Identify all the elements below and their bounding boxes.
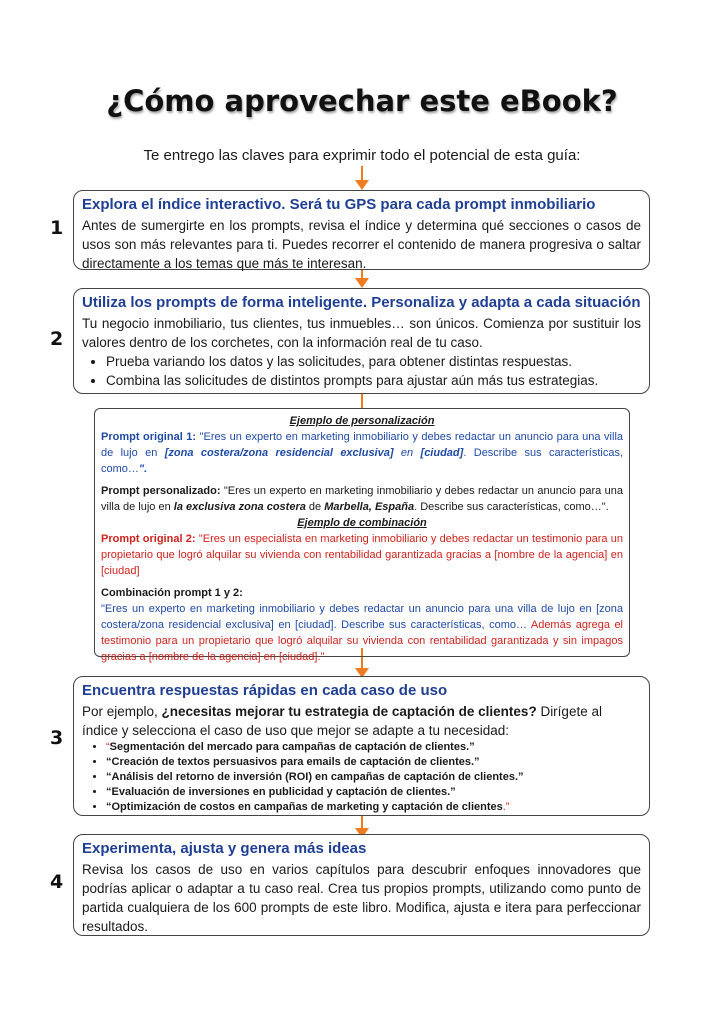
example-heading-personalization: Ejemplo de personalización — [289, 415, 435, 427]
step-body-3: Por ejemplo, ¿necesitas mejorar tu estrategia de captación de clientes? Dirígete al índice y selecciona el caso de uso que mejor se adapte a tu necesidad: — [82, 704, 602, 738]
page-title: ¿Cómo aprovechar este eBook? — [106, 84, 618, 118]
step-box-1 — [73, 190, 650, 270]
step-body-2: Tu negocio inmobiliario, tus clientes, tus inmuebles… son únicos. Comienza por sustituir los valores dentro de los corchetes, con la información real de tu caso. — [82, 316, 641, 350]
prompt-combination-label: Combinación prompt 1 y 2: — [101, 587, 243, 599]
step-box-3 — [73, 676, 650, 816]
example-heading-combination: Ejemplo de combinación — [297, 517, 427, 529]
step-body-4: Revisa los casos de uso en varios capítulos para descubrir enfoques innovadores que podrías aplicar o adaptar a tu caso real. Crea tus propios prompts, utilizando como punto de partida cualquiera de los 600 prompts de este libro. Modifica, ajusta e itera para perfeccionar resultados. — [82, 862, 641, 934]
step-heading-2: Utiliza los prompts de forma inteligente. Personaliza y adapta a cada situación — [82, 294, 641, 311]
step-number-3: 3 — [50, 727, 64, 749]
arrow-down-icon — [361, 166, 363, 188]
prompt-combination: "Eres un experto en marketing inmobiliario y debes redactar un anuncio para una villa de lujo en [zona costera/zona residencial exclusiva] en [ciudad]. Describe sus características, como… Además agrega el testimonio para un propietario que logró alquilar su vivienda con rentabilidad garantizada y sin impagos gracias a [nombre de la agencia] en [ciudad]." — [101, 603, 624, 663]
list-item: • “Evaluación de inversiones en publicidad y captación de clientes.” — [106, 785, 641, 800]
step-number-2: 2 — [50, 328, 64, 350]
prompt-personalized: Prompt personalizado: "Eres un experto en marketing inmobiliario y debes redactar un anuncio para una villa de lujo en la exclusiva zona costera de Marbella, España. Describe sus características, como…". — [101, 485, 623, 513]
step-body-1: Antes de sumergirte en los prompts, revisa el índice y determina qué secciones o casos de usos son más relevantes para ti. Puedes recorrer el contenido de manera progresiva o saltar directamente a los temas que más te interesan. — [82, 218, 641, 271]
list-item: • Combina las solicitudes de distintos prompts para ajustar aún más tus estrategias. — [106, 371, 641, 390]
prompt-original-2: Prompt original 2: "Eres un especialista en marketing inmobiliario y debes redactar un testimonio para un propietario que logró alquilar su vivienda con rentabilidad garantizada gracias a [nombre de la agencia] en [ciudad] — [101, 533, 623, 577]
step-heading-4: Experimenta, ajusta y genera más ideas — [82, 840, 367, 857]
list-item: • “Creación de textos persuasivos para emails de captación de clientes.” — [106, 755, 641, 770]
step-box-2 — [73, 288, 650, 394]
step-number-4: 4 — [50, 871, 64, 893]
example-box — [94, 408, 630, 663]
step-box-4 — [73, 834, 650, 936]
list-item: • “Segmentación del mercado para campañas de captación de clientes.” — [106, 740, 641, 755]
step-heading-3: Encuentra respuestas rápidas en cada caso de uso — [82, 682, 448, 699]
step-bullets-2 — [82, 352, 641, 390]
list-item: • “Optimización de costos en campañas de marketing y captación de clientes.” — [106, 800, 641, 815]
list-item: • Prueba variando los datos y las solicitudes, para obtener distintas respuestas. — [106, 352, 641, 371]
step-number-1: 1 — [50, 217, 64, 239]
step-heading-1: Explora el índice interactivo. Será tu GPS para cada prompt inmobiliario — [82, 196, 596, 213]
use-case-list — [82, 740, 641, 815]
page-subtitle: Te entrego las claves para exprimir todo el potencial de esta guía: — [143, 147, 581, 164]
list-item: • “Análisis del retorno de inversión (ROI) en campañas de captación de clientes.” — [106, 770, 641, 785]
prompt-original-1: Prompt original 1: "Eres un experto en marketing inmobiliario y debes redactar un anuncio para una villa de lujo en [zona costera/zona residencial exclusiva] en [ciudad]. Describe sus características, como…". — [101, 431, 624, 475]
connector-line — [361, 393, 363, 409]
